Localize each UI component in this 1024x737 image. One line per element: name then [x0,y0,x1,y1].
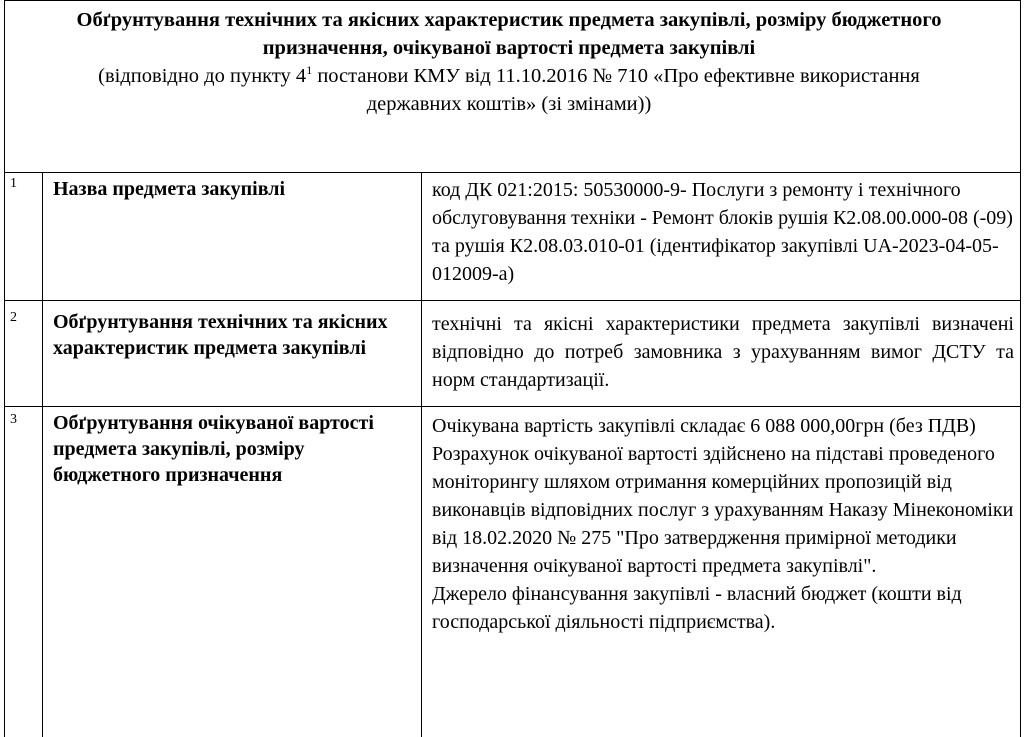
subtitle-post: постанови КМУ від 11.10.2016 № 710 «Про ефективне використання [312,65,920,87]
subtitle-superscript: 1 [306,63,313,78]
header-subtitle-line-2: державних коштів» (зі змінами)) [366,93,652,115]
column-divider-2 [421,172,422,737]
row-1-label: Назва предмета закупівлі [53,178,286,200]
row-1-number: 1 [10,176,17,191]
document-header [4,6,1014,118]
row-3-value-paragraph-1: Очікувана вартість закупівлі складає 6 088 000,00грн (без ПДВ) [432,415,976,437]
row-3-label: Обґрунтування очікуваної вартості предмета закупівлі, розміру бюджетного призначення [53,412,374,486]
subtitle-pre: (відповідно до пункту 4 [98,65,307,87]
row-3-value-paragraph-3: Джерело фінансування закупівлі - власний бюджет (кошти від господарської діяльності підприємства). [432,583,962,633]
header-bottom-border [4,172,1021,173]
header-subtitle-line-1 [4,62,1014,90]
row-3-value-paragraph-2: Розрахунок очікуваної вартості здійснено на підставі проведеного моніторингу шляхом отримання комерційних пропозицій від виконавців відповідних послуг з урахуванням Наказу Мінекономіки від 18.02.2020 № 275 "Про затвердження примірної методики визначення очікуваної вартості предмета закупівлі". [432,443,1014,577]
row-2-number: 2 [10,310,17,325]
row-divider-2 [4,406,1021,407]
table-top-border [4,0,1021,1]
header-title-line-1: Обґрунтування технічних та якісних характеристик предмета закупівлі, розміру бюджетного [76,9,942,31]
row-2-label: Обґрунтування технічних та якісних характеристик предмета закупівлі [53,311,388,359]
header-title-line-2: призначення, очікуваної вартості предмета закупівлі [262,37,756,59]
column-divider-1 [42,172,43,737]
row-1-value: код ДК 021:2015: 50530000-9- Послуги з ремонту і технічного обслуговування техніки - Ремонт блоків рушія К2.08.00.000-08 (-09) та рушія К2.08.03.010-01 (ідентифікатор закупівлі UA-2023-04-05-012009-a) [432,179,1013,285]
row-3-number: 3 [10,412,17,427]
row-3-value [432,412,1014,636]
row-divider-1 [4,300,1021,301]
table-right-border [1020,0,1021,737]
row-2-value: технічні та якісні характеристики предмета закупівлі визначені відповідно до потреб замовника з урахуванням вимог ДСТУ та норм стандартизації. [432,313,1014,391]
